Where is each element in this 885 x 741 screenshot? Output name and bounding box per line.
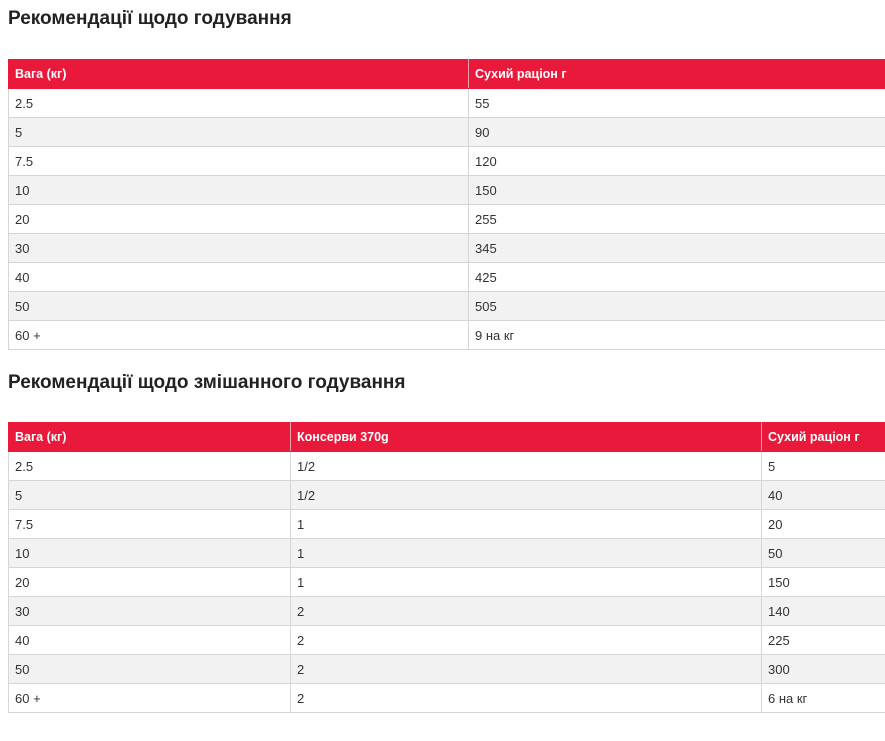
weight-cell: 60 + bbox=[9, 321, 469, 350]
dry-food-cell: 40 bbox=[762, 481, 885, 510]
table-row bbox=[9, 452, 885, 481]
weight-cell: 40 bbox=[9, 263, 469, 292]
dry-food-cell: 90 bbox=[469, 118, 885, 147]
weight-cell: 40 bbox=[9, 626, 291, 655]
dry-food-cell: 425 bbox=[469, 263, 885, 292]
table-row bbox=[9, 597, 885, 626]
weight-cell: 20 bbox=[9, 205, 469, 234]
table-row bbox=[9, 539, 885, 568]
weight-cell: 30 bbox=[9, 234, 469, 263]
mixed-feeding-table bbox=[8, 422, 885, 713]
column-header-weight: Вага (кг) bbox=[9, 423, 291, 452]
column-header-weight: Вага (кг) bbox=[9, 60, 469, 89]
table-row bbox=[9, 321, 885, 350]
weight-cell: 5 bbox=[9, 118, 469, 147]
table-row bbox=[9, 234, 885, 263]
table-row bbox=[9, 684, 885, 713]
canned-food-cell: 1 bbox=[291, 510, 762, 539]
table-row bbox=[9, 89, 885, 118]
dry-food-cell: 150 bbox=[469, 176, 885, 205]
weight-cell: 5 bbox=[9, 481, 291, 510]
table-row bbox=[9, 147, 885, 176]
feeding-header-row bbox=[9, 60, 885, 89]
dry-food-cell: 20 bbox=[762, 510, 885, 539]
column-header-canned-food: Консерви 370g bbox=[291, 423, 762, 452]
table-row bbox=[9, 626, 885, 655]
canned-food-cell: 2 bbox=[291, 655, 762, 684]
table-row bbox=[9, 481, 885, 510]
dry-food-cell: 225 bbox=[762, 626, 885, 655]
canned-food-cell: 1 bbox=[291, 539, 762, 568]
dry-food-cell: 505 bbox=[469, 292, 885, 321]
table-row bbox=[9, 205, 885, 234]
weight-cell: 10 bbox=[9, 176, 469, 205]
column-header-dry-food: Сухий раціон г bbox=[469, 60, 885, 89]
canned-food-cell: 1 bbox=[291, 568, 762, 597]
dry-food-cell: 5 bbox=[762, 452, 885, 481]
table-row bbox=[9, 655, 885, 684]
canned-food-cell: 1/2 bbox=[291, 481, 762, 510]
weight-cell: 30 bbox=[9, 597, 291, 626]
table-row bbox=[9, 118, 885, 147]
canned-food-cell: 2 bbox=[291, 597, 762, 626]
feeding-title: Рекомендації щодо годування bbox=[8, 8, 292, 29]
dry-food-cell: 345 bbox=[469, 234, 885, 263]
dry-food-cell: 120 bbox=[469, 147, 885, 176]
table-row bbox=[9, 176, 885, 205]
weight-cell: 7.5 bbox=[9, 510, 291, 539]
dry-food-cell: 140 bbox=[762, 597, 885, 626]
table-row bbox=[9, 263, 885, 292]
dry-food-cell: 300 bbox=[762, 655, 885, 684]
column-header-dry-food: Сухий раціон г bbox=[762, 423, 885, 452]
feeding-table bbox=[8, 59, 885, 350]
canned-food-cell: 1/2 bbox=[291, 452, 762, 481]
canned-food-cell: 2 bbox=[291, 684, 762, 713]
weight-cell: 20 bbox=[9, 568, 291, 597]
dry-food-cell: 6 на кг bbox=[762, 684, 885, 713]
canned-food-cell: 2 bbox=[291, 626, 762, 655]
weight-cell: 10 bbox=[9, 539, 291, 568]
dry-food-cell: 50 bbox=[762, 539, 885, 568]
weight-cell: 50 bbox=[9, 655, 291, 684]
table-row bbox=[9, 510, 885, 539]
weight-cell: 50 bbox=[9, 292, 469, 321]
weight-cell: 2.5 bbox=[9, 452, 291, 481]
dry-food-cell: 55 bbox=[469, 89, 885, 118]
mixed-feeding-title: Рекомендації щодо змішанного годування bbox=[8, 372, 406, 393]
weight-cell: 7.5 bbox=[9, 147, 469, 176]
weight-cell: 60 + bbox=[9, 684, 291, 713]
weight-cell: 2.5 bbox=[9, 89, 469, 118]
dry-food-cell: 255 bbox=[469, 205, 885, 234]
dry-food-cell: 150 bbox=[762, 568, 885, 597]
dry-food-cell: 9 на кг bbox=[469, 321, 885, 350]
mixed-header-row bbox=[9, 423, 885, 452]
table-row bbox=[9, 568, 885, 597]
table-row bbox=[9, 292, 885, 321]
